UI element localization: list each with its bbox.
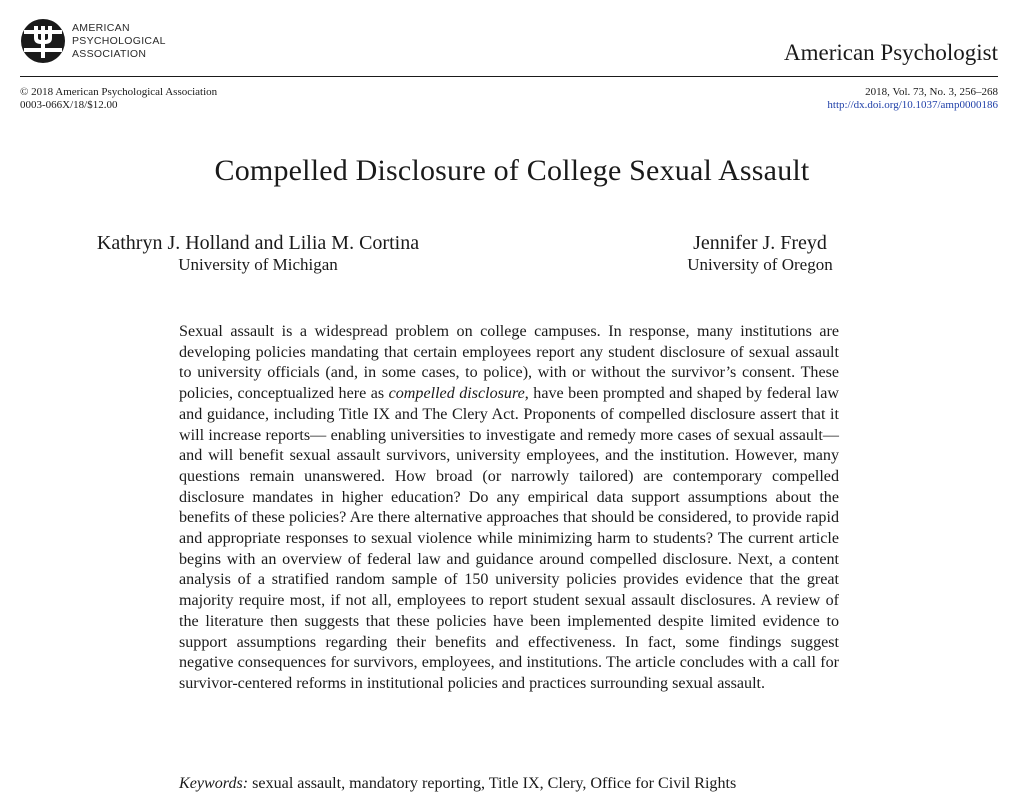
- keywords-list: sexual assault, mandatory reporting, Title IX, Clery, Office for Civil Rights: [252, 775, 737, 792]
- article-title: Compelled Disclosure of College Sexual Assault: [214, 154, 810, 187]
- logo-line-1: AMERICAN: [72, 22, 130, 34]
- abstract: [179, 322, 839, 695]
- apa-logo-icon: [20, 18, 66, 64]
- apa-logo-text: [72, 22, 166, 61]
- abstract-text-end: , have been prompted and shaped by federal law and guidance, including Title IX and The Clery Act. Proponents of compelled disclosure assert that it will increase reports— enabling universities to investigate and remedy more cases of sexual assault—and will benefit sexual assault survivors, university employees, and the institution. However, many questions remain unanswered. How broad (or narrowly tailored) are contemporary compelled disclosure mandates in higher education? Do any empirical data support assumptions about the benefits of these policies? Are there alternative approaches that should be considered, to provide rapid and appropriate responses to sexual violence while minimizing harm to students? The current article begins with an overview of federal law and guidance around compelled disclosure. Next, a content analysis of a stratified random sample of 150 university policies provides evidence that the great majority require most, if not all, employees to report student sexual assault disclosures. A review of the literature then suggests that these policies have been implemented despite limited evidence to support assumptions regarding their benefits and effectiveness. In fact, some findings suggest negative consequences for survivors, employees, and institutions. The article concludes with a call for survivor-centered reforms in institutional policies and practices surrounding sexual assault.: [179, 385, 840, 692]
- doi-link[interactable]: http://dx.doi.org/10.1037/amp0000186: [827, 99, 998, 111]
- author-names: Jennifer J. Freyd: [693, 232, 827, 254]
- author-group-1: [78, 231, 438, 275]
- author-names: Kathryn J. Holland and Lilia M. Cortina: [96, 232, 420, 254]
- citation-text: 2018, Vol. 73, No. 3, 256–268: [865, 86, 998, 98]
- author-affiliation: University of Oregon: [687, 255, 833, 274]
- author-affiliation: University of Michigan: [178, 255, 338, 274]
- keywords-label: Keywords:: [179, 775, 249, 792]
- copyright-text: © 2018 American Psychological Association: [20, 86, 218, 98]
- header-divider: [20, 76, 998, 77]
- logo-line-3: ASSOCIATION: [72, 48, 147, 60]
- issn-price: 0003-066X/18/$12.00: [20, 99, 118, 111]
- keywords: [179, 774, 859, 794]
- copyright-block: [20, 86, 217, 112]
- citation-block: [827, 86, 998, 112]
- logo-line-2: PSYCHOLOGICAL: [72, 35, 166, 47]
- author-group-2: [670, 231, 850, 275]
- abstract-text-start: Sexual assault is a widespread problem on college campuses. In response, many institutions are developing policies mandating that certain employees report any student disclosure of sexual assault to university officials (and, in some cases, to police), with or without the survivor’s consent. These policies, conceptualized here as: [179, 323, 839, 403]
- apa-logo: [20, 18, 240, 72]
- abstract-italic-term: compelled disclosure: [388, 385, 525, 403]
- journal-name: American Psychologist: [784, 40, 998, 65]
